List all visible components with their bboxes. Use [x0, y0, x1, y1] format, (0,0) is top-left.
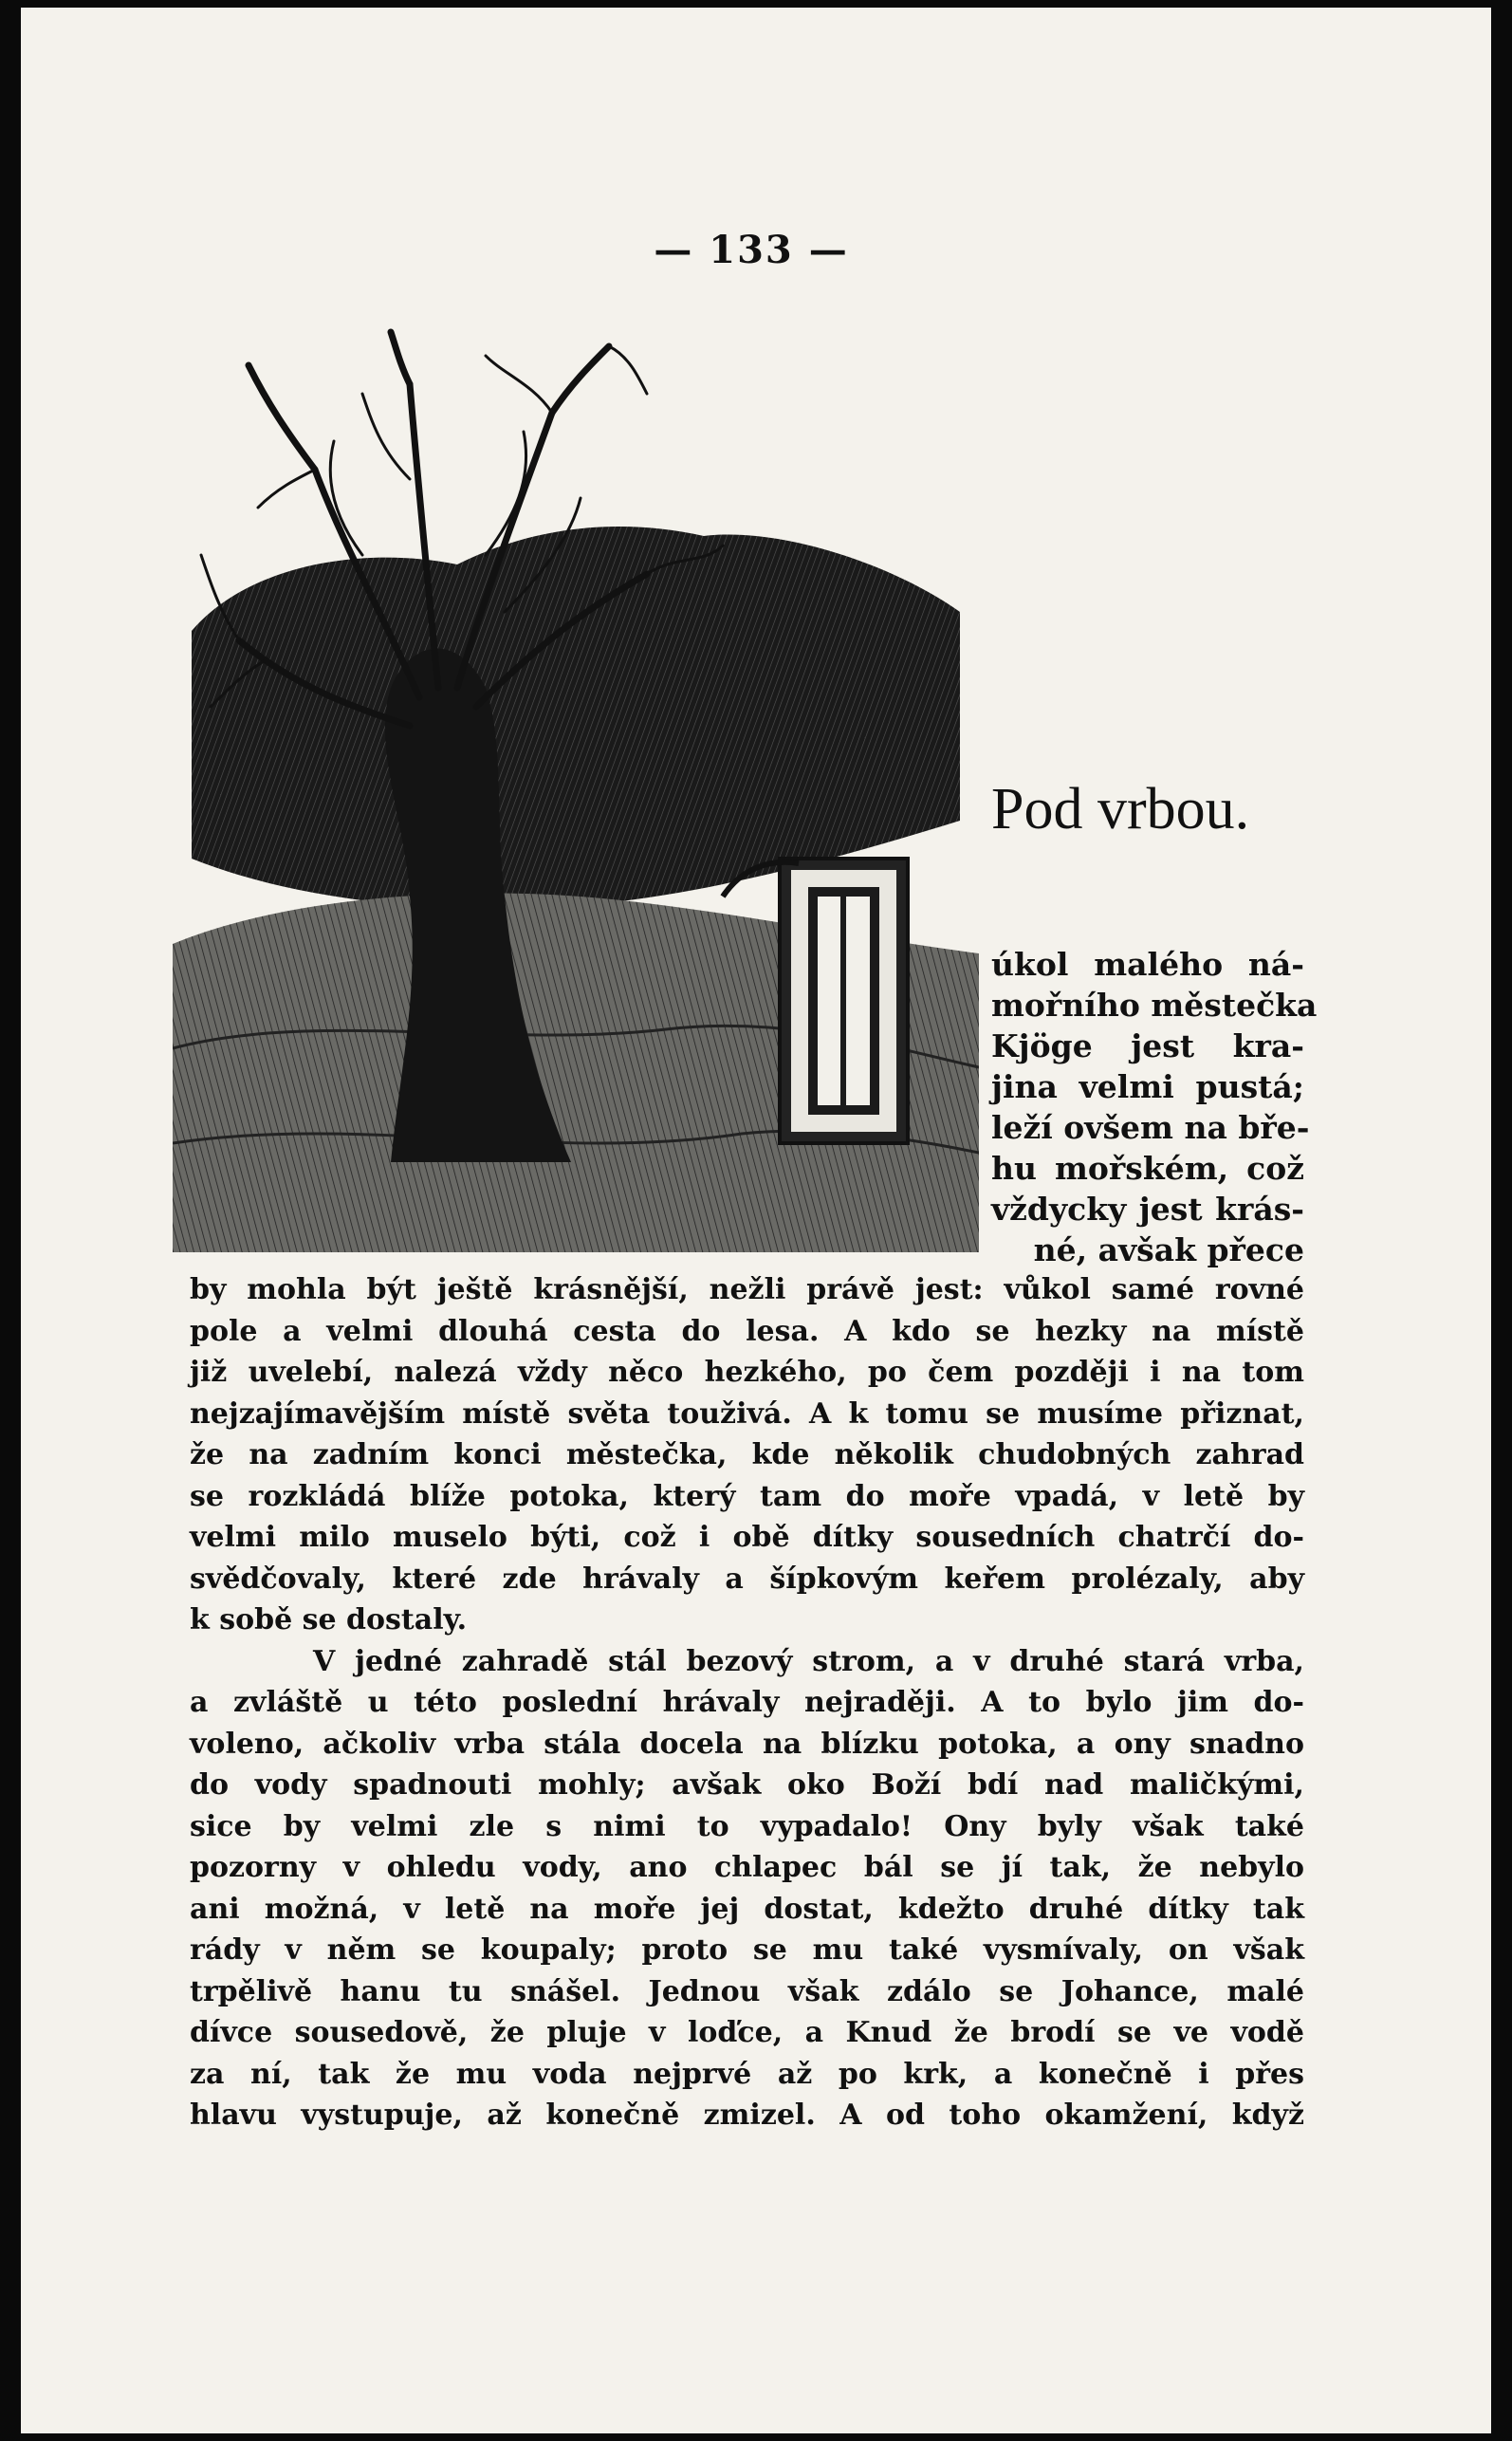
text-line: mořního městečka	[991, 987, 1318, 1024]
text-line: jina velmi pustá;	[991, 1068, 1304, 1105]
text-line: svědčovaly, které zde hrávaly a šípkovým keřem prolézaly, aby	[190, 1562, 1304, 1596]
text-line: trpělivě hanu tu snášel. Jednou však zdálo se Johance, malé	[190, 1974, 1304, 2008]
text-line: pozorny v ohledu vody, ano chlapec bál se jí tak, že nebylo	[190, 1851, 1304, 1884]
text-line: voleno, ačkoliv vrba stála docela na blízku potoka, a ony snadno	[190, 1727, 1304, 1761]
page-number-value: 133	[709, 228, 794, 272]
text-line: již uvelebí, nalezá vždy něco hezkého, po čem později i na tom	[190, 1356, 1304, 1389]
text-line: pole a velmi dlouhá cesta do lesa. A kdo se hezky na místě	[190, 1314, 1304, 1348]
folio-dash-right: —	[808, 228, 849, 272]
text-line: hlavu vystupuje, až konečně zmizel. A od toho okamžení, když	[190, 2099, 1304, 2132]
paragraph-2	[190, 1641, 1304, 2136]
folio-dash-left: —	[654, 228, 694, 272]
text-line: hu mořském, což	[991, 1150, 1304, 1187]
text-line: se rozkládá blíže potoka, který tam do moře vpadá, v letě by	[190, 1479, 1304, 1513]
text-line: V jedné zahradě stál bezový strom, a v druhé stará vrba,	[313, 1644, 1304, 1678]
body-text	[190, 1269, 1304, 2136]
willow-illustration	[173, 327, 979, 1252]
text-line: sice by velmi zle s nimi to vypadalo! Ony byly však také	[190, 1809, 1304, 1843]
text-line: že na zadním konci městečka, kde několik chudobných zahrad	[190, 1438, 1304, 1471]
text-line: velmi milo muselo býti, což i obě dítky sousedních chatrčí do-	[190, 1521, 1304, 1554]
paragraph-1	[190, 1269, 1304, 1641]
text-line: nejzajímavějším místě světa touživá. A k tomu se musíme přiznat,	[190, 1396, 1304, 1431]
chapter-heading: Pod vrbou.	[991, 777, 1250, 841]
text-line: a zvláště u této poslední hrávaly nejraději. A to bylo jim do-	[190, 1686, 1304, 1719]
text-line: Kjöge jest kra-	[991, 1027, 1304, 1064]
text-line: ani možná, v letě na moře jej dostat, kdežto druhé dítky tak	[190, 1892, 1304, 1926]
bush-mass	[192, 527, 960, 909]
text-line: za ní, tak že mu voda nejprvé až po krk, a konečně i přes	[190, 2057, 1304, 2091]
page-number	[609, 228, 894, 272]
text-line: né, avšak přece	[1033, 1231, 1304, 1268]
text-line: úkol malého ná-	[991, 946, 1304, 983]
text-line: dívce sousedově, že pluje v loďce, a Knud že brodí se ve vodě	[190, 2016, 1304, 2049]
text-line: by mohla být ještě krásnější, nežli právě jest: vůkol samé rovné	[190, 1273, 1304, 1306]
opening-column	[991, 944, 1318, 1270]
text-line: vždycky jest krás-	[991, 1191, 1304, 1228]
text-line: do vody spadnouti mohly; avšak oko Boží bdí nad maličkými,	[190, 1768, 1304, 1802]
text-line: k sobě se dostaly.	[190, 1603, 468, 1637]
text-line: leží ovšem na bře-	[991, 1109, 1310, 1146]
text-line: rády v něm se koupaly; proto se mu také vysmívaly, on však	[190, 1933, 1304, 1967]
